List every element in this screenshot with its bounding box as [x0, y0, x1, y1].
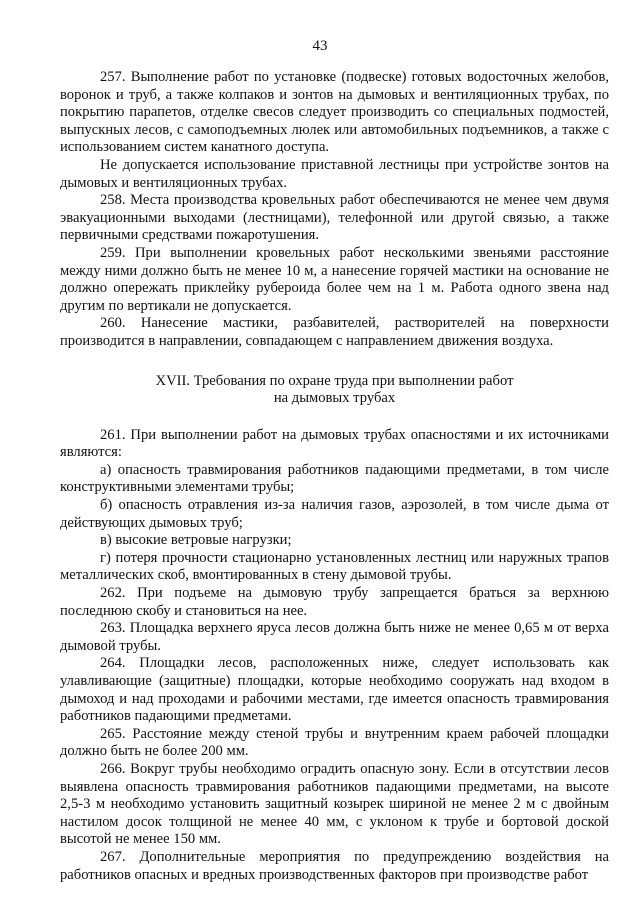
- paragraph-260: 260. Нанесение мастики, разбавителей, растворителей на поверхности производится в направлении, совпадающем с направлением движения воздуха.: [60, 315, 609, 349]
- list-item-a: а) опасность травмирования работников падающими предметами, в том числе конструктивными элементами трубы;: [60, 461, 609, 496]
- section-heading: [60, 373, 609, 408]
- paragraph-257: 257. Выполнение работ по установке (подвеске) готовых водосточных желобов, воронок и труб, а также колпаков и зонтов на дымовых и вентиляционных трубах, по покрытию парапетов, отделке свесов следует производить со специальных подмостей, выпускных лесов, с самоподъемных люлек или автомобильных подъемников, а также с использованием систем канатного доступа.: [60, 69, 609, 156]
- list-item-b: б) опасность отравления из-за наличия газов, аэрозолей, в том числе дыма от действующих дымовых труб;: [60, 497, 609, 531]
- paragraph-259: 259. При выполнении кровельных работ несколькими звеньями расстояние между ними должно быть не менее 10 м, а нанесение горячей мастики на основание не должно опережать приклейку рубероида более чем на 1 м. Работа одного звена над другим по вертикали не допускается.: [60, 244, 609, 314]
- paragraph-267: 267. Дополнительные мероприятия по предупреждению воздействия на работников опасных и вредных производственных факторов при производстве работ: [60, 848, 609, 883]
- section-heading-line-2: на дымовых трубах: [273, 390, 396, 407]
- page-number: 43: [312, 38, 328, 54]
- paragraph-263: 263. Площадка верхнего яруса лесов должна быть ниже не менее 0,65 м от верха дымовой трубы.: [60, 620, 609, 654]
- paragraph-261: 261. При выполнении работ на дымовых трубах опасностями и их источниками являются:: [60, 426, 609, 461]
- page-content: [60, 69, 609, 884]
- paragraph-257-note: Не допускается использование приставной лестницы при устройстве зонтов на дымовых и вентиляционных трубах.: [60, 156, 609, 191]
- list-item-v: в) высокие ветровые нагрузки;: [100, 532, 292, 549]
- paragraph-258: 258. Места производства кровельных работ обеспечиваются не менее чем двумя эвакуационными выходами (лестницами), телефонной или другой связью, а также первичными средствами пожаротушения.: [60, 192, 609, 244]
- paragraph-266: 266. Вокруг трубы необходимо оградить опасную зону. Если в отсутствии лесов выявлена опасность травмирования работников падающими предметами, на высоте 2,5-3 м необходимо установить защитный козырек шириной не менее 2 м с двойным настилом досок толщиной не менее 40 мм, с уклоном к трубе и бортовой доской высотой не менее 150 мм.: [60, 760, 609, 848]
- list-item-g: г) потеря прочности стационарно установленных лестниц или наружных трапов металлических скоб, вмонтированных в стену дымовой трубы.: [60, 549, 609, 584]
- paragraph-265: 265. Расстояние между стеной трубы и внутренним краем рабочей площадки должно быть не более 200 мм.: [60, 725, 609, 760]
- paragraph-262: 262. При подъеме на дымовую трубу запрещается браться за верхнюю последнюю скобу и становиться на нее.: [60, 585, 609, 619]
- paragraph-264: 264. Площадки лесов, расположенных ниже, следует использовать как улавливающие (защитные) площадки, которые необходимо сооружать над входом в дымоход и над проходами и рабочими местами, где имеется опасность травмирования работников падающими предметами.: [60, 655, 609, 725]
- section-heading-line-1: XVII. Требования по охране труда при выполнении работ: [155, 372, 514, 389]
